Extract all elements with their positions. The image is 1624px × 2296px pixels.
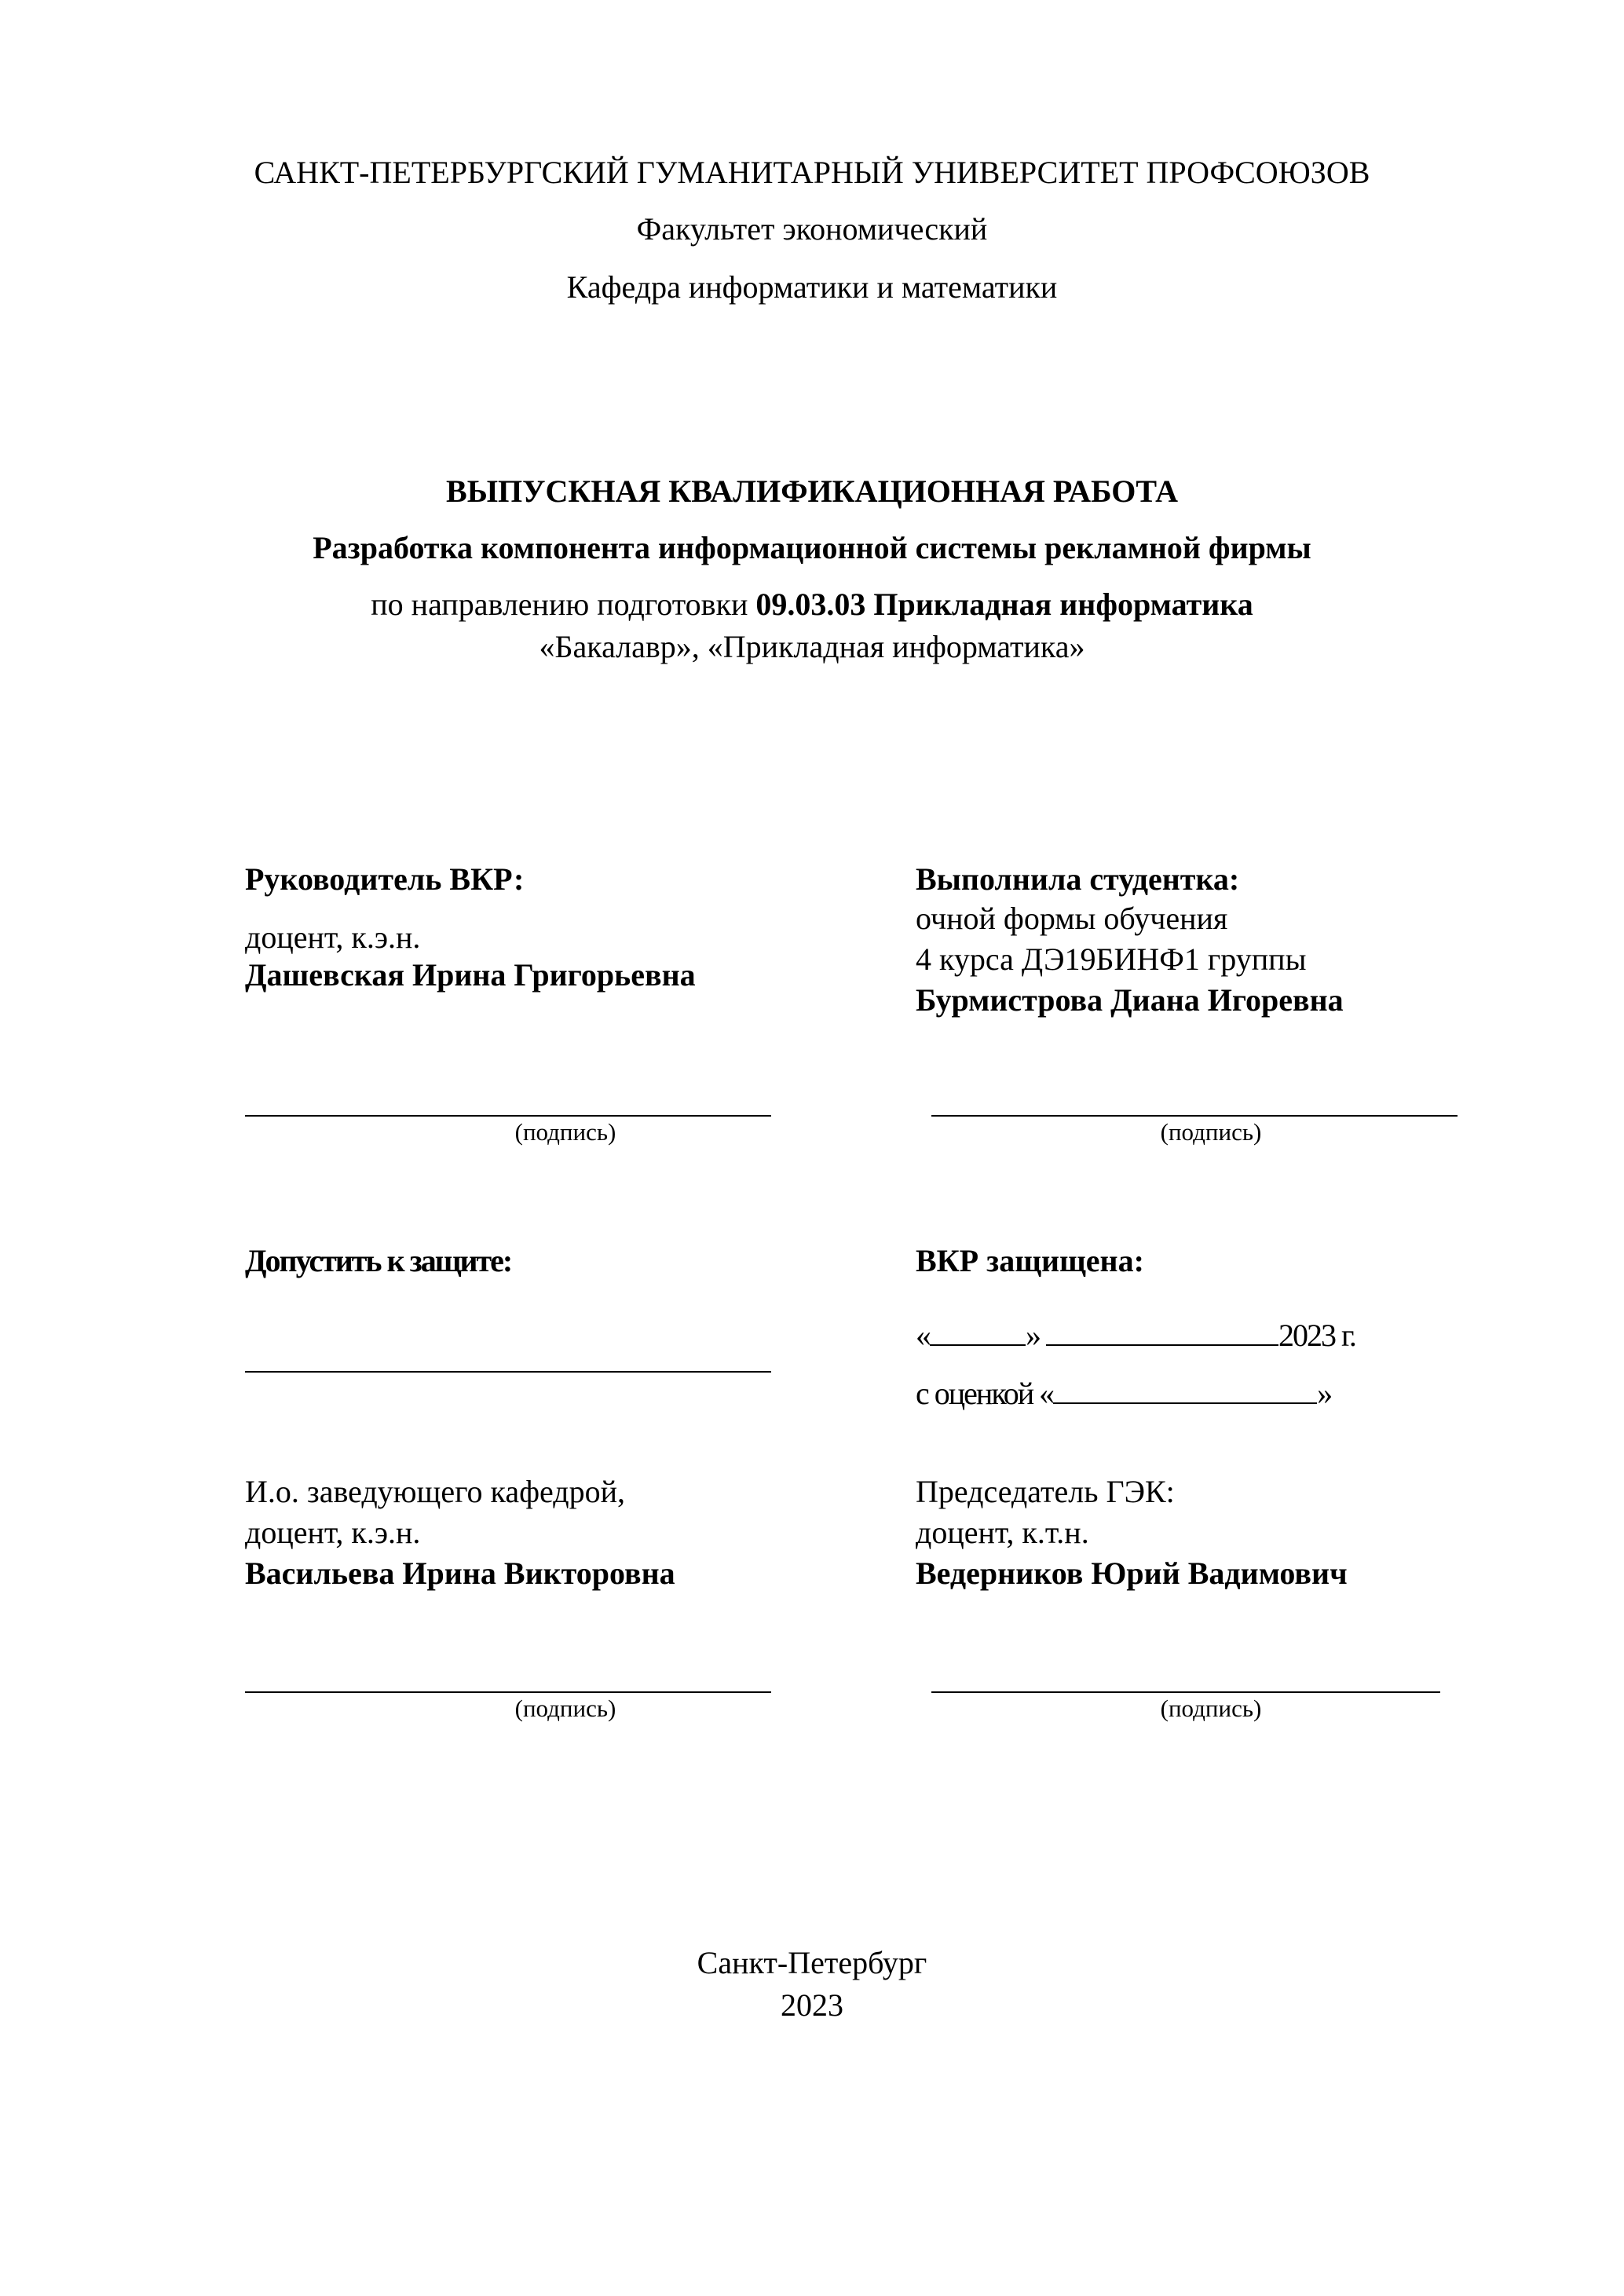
direction-line: [0, 586, 1624, 623]
head-signature-line: [245, 1691, 771, 1693]
student-study-form: очной формы обучения: [916, 901, 1228, 936]
defense-year: 2023 г.: [1278, 1318, 1355, 1353]
supervisor-name: Дашевская Ирина Григорьевна: [245, 957, 696, 993]
head-position: доцент, к.э.н.: [245, 1515, 421, 1550]
chairman-name: Ведерников Юрий Вадимович: [916, 1556, 1348, 1591]
chairman-signature-caption: (подпись): [1160, 1695, 1262, 1722]
footer-city: Санкт-Петербург: [697, 1945, 927, 1980]
chairman-title: Председатель ГЭК:: [916, 1474, 1175, 1509]
student-signature-caption: (подпись): [1160, 1118, 1262, 1146]
chairman-signature-line: [931, 1691, 1440, 1693]
thesis-topic: Разработка компонента информационной системы рекламной фирмы: [313, 530, 1311, 565]
day-blank: [930, 1316, 1026, 1346]
supervisor-signature-line: [245, 1115, 771, 1117]
head-signature-caption: (подпись): [514, 1695, 616, 1722]
chairman-position: доцент, к.т.н.: [916, 1515, 1089, 1550]
admission-heading: Допустить к защите:: [245, 1243, 512, 1278]
head-title: И.о. заведующего кафедрой,: [245, 1474, 626, 1509]
supervisor-heading: Руководитель ВКР:: [245, 861, 525, 897]
grade-blank: [1053, 1374, 1317, 1404]
head-name: Васильева Ирина Викторовна: [245, 1556, 675, 1591]
direction-prefix: по направлению подготовки: [371, 587, 756, 622]
student-name: Бурмистрова Диана Игоревна: [916, 982, 1344, 1018]
defense-date-line: [916, 1316, 1355, 1355]
direction-code: 09.03.03 Прикладная информатика: [755, 587, 1253, 622]
work-type-title: ВЫПУСКНАЯ КВАЛИФИКАЦИОННАЯ РАБОТА: [446, 473, 1178, 509]
supervisor-position: доцент, к.э.н.: [245, 919, 421, 955]
student-heading: Выполнила студентка:: [916, 861, 1240, 897]
date-close-quote: »: [1026, 1318, 1040, 1353]
university-name: САНКТ-ПЕТЕРБУРГСКИЙ ГУМАНИТАРНЫЙ УНИВЕРСИТЕТ ПРОФСОЮЗОВ: [254, 155, 1370, 190]
student-group: 4 курса ДЭ19БИНФ1 группы: [916, 941, 1307, 977]
faculty-name: Факультет экономический: [636, 211, 988, 247]
qualification: «Бакалавр», «Прикладная информатика»: [539, 629, 1085, 664]
grade-close-quote: »: [1317, 1376, 1332, 1411]
supervisor-signature-caption: (подпись): [514, 1118, 616, 1146]
grade-label: с оценкой «: [916, 1376, 1054, 1411]
department-name: Кафедра информатики и математики: [566, 269, 1058, 305]
defense-heading: ВКР защищена:: [916, 1243, 1144, 1278]
student-signature-line: [931, 1115, 1458, 1117]
date-open-quote: «: [916, 1318, 930, 1353]
defense-grade-line: [916, 1374, 1331, 1413]
month-blank: [1046, 1316, 1278, 1346]
admission-signature-line: [245, 1371, 771, 1373]
footer-year: 2023: [781, 1987, 843, 2023]
